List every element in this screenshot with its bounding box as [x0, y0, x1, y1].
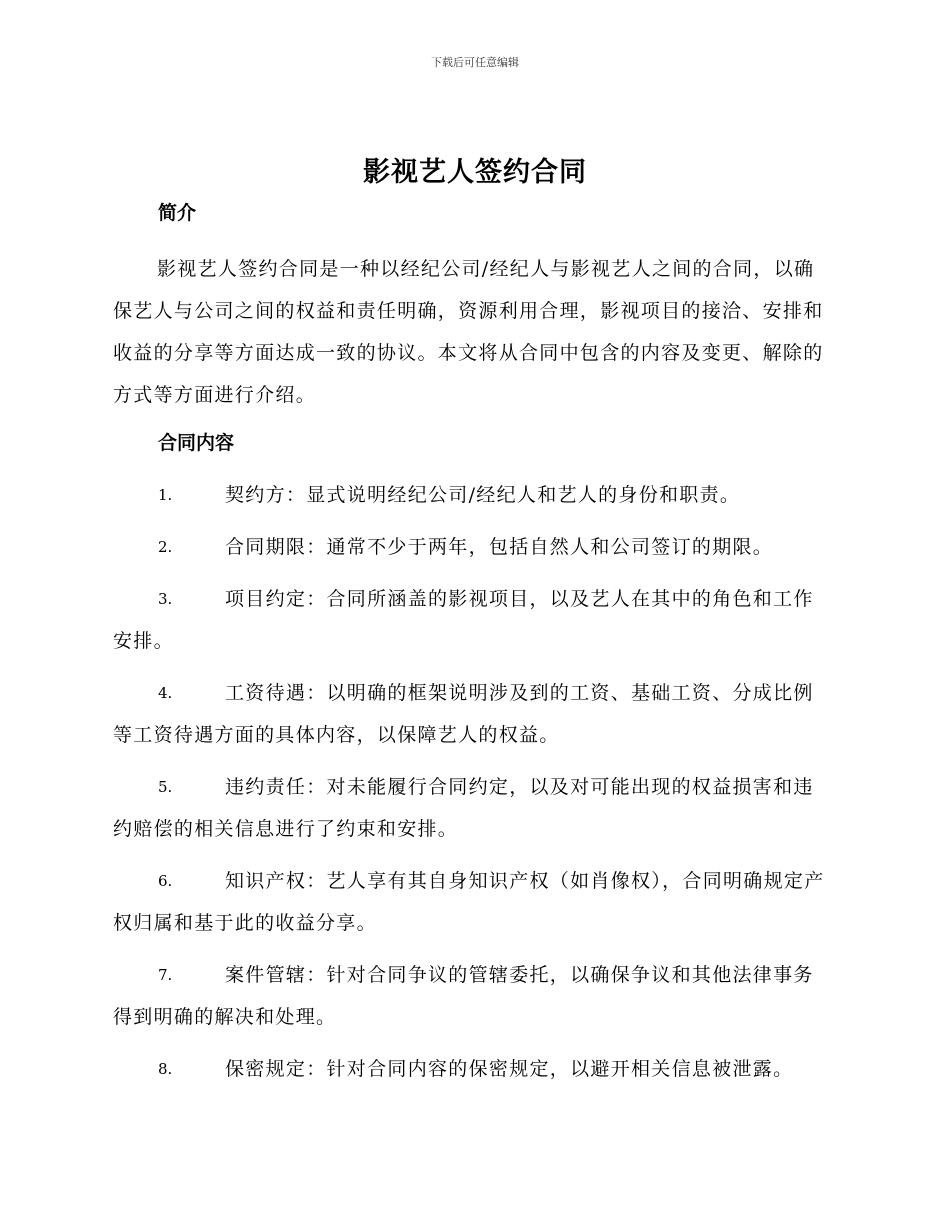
item-text: 违约责任：对未能履行合同约定，以及对可能出现的权益损害和违约赔偿的相关信息进行了约束和安排。 — [113, 776, 814, 840]
document-title: 影视艺人签约合同 — [363, 157, 587, 188]
item-text: 案件管辖：针对合同争议的管辖委托，以确保争议和其他法律事务得到明确的解决和处理。 — [113, 964, 814, 1028]
item-number: 4. — [158, 684, 173, 702]
item-number: 1. — [158, 486, 173, 504]
item-text: 合同期限：通常不少于两年，包括自然人和公司签订的期限。 — [225, 536, 774, 558]
list-item — [113, 954, 833, 1038]
item-text: 契约方：显式说明经纪公司/经纪人和艺人的身份和职责。 — [225, 484, 741, 506]
item-text: 工资待遇：以明确的框架说明涉及到的工资、基础工资、分成比例等工资待遇方面的具体内容，以保障艺人的权益。 — [113, 682, 814, 746]
intro-heading: 简介 — [158, 202, 197, 224]
item-number: 8. — [158, 1060, 173, 1078]
list-item — [113, 860, 833, 944]
item-number: 3. — [158, 590, 173, 608]
list-item — [113, 526, 833, 568]
contents-heading: 合同内容 — [158, 432, 235, 454]
item-text: 保密规定：针对合同内容的保密规定，以避开相关信息被泄露。 — [225, 1058, 794, 1080]
list-item — [113, 672, 833, 756]
item-text: 知识产权：艺人享有其自身知识产权（如肖像权），合同明确规定产权归属和基于此的收益分享。 — [113, 870, 825, 934]
contract-items-list — [113, 474, 833, 1100]
list-item — [113, 1048, 833, 1090]
list-item — [113, 766, 833, 850]
item-text: 项目约定：合同所涵盖的影视项目，以及艺人在其中的角色和工作安排。 — [113, 588, 814, 652]
item-number: 7. — [158, 966, 173, 984]
item-number: 2. — [158, 538, 173, 556]
item-number: 6. — [158, 872, 173, 890]
list-item — [113, 474, 833, 516]
item-number: 5. — [158, 778, 173, 796]
header-note: 下载后可任意编辑 — [431, 56, 519, 69]
list-item — [113, 578, 833, 662]
intro-paragraph: 影视艺人签约合同是一种以经纪公司/经纪人与影视艺人之间的合同，以确保艺人与公司之间的权益和责任明确，资源利用合理，影视项目的接洽、安排和收益的分享等方面达成一致的协议。本文将从合同中包含的内容及变更、解除的方式等方面进行介绍。 — [113, 258, 824, 406]
